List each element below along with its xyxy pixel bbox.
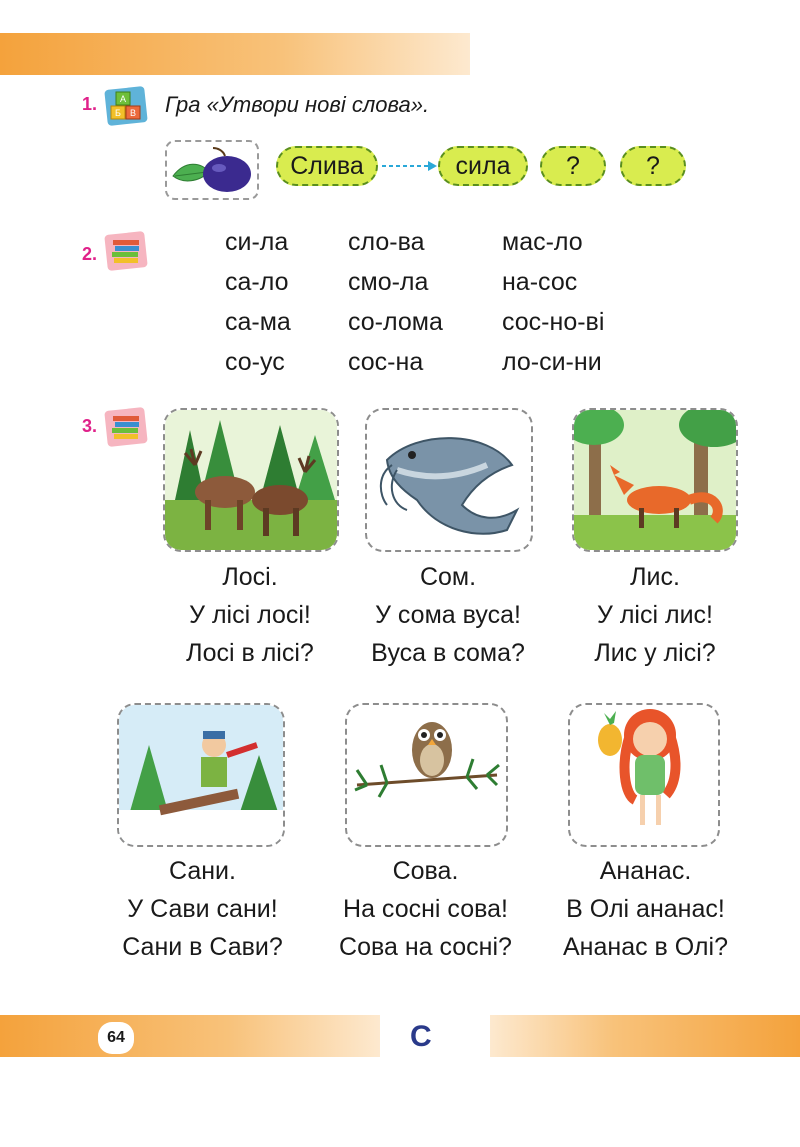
block-letter: В bbox=[129, 108, 137, 118]
syllable-word: сос-но-ві bbox=[502, 308, 605, 336]
block-letter: А bbox=[119, 94, 127, 104]
dashed-arrow-icon bbox=[380, 158, 438, 174]
owl-picture bbox=[345, 703, 508, 847]
syllable-word: на-сос bbox=[502, 268, 578, 296]
caption-owl bbox=[318, 852, 533, 966]
caption-line: У сома вуса! bbox=[375, 601, 521, 629]
word-pill-sliva: Слива bbox=[276, 146, 378, 186]
abc-blocks-icon bbox=[103, 82, 149, 133]
syllable-word: са-ло bbox=[225, 268, 289, 296]
syllable-word: мас-ло bbox=[502, 228, 583, 256]
word-pill-syla: сила bbox=[438, 146, 528, 186]
caption-line: Сани. bbox=[169, 857, 236, 885]
syllable-word: сло-ва bbox=[348, 228, 425, 256]
syllable-word: сос-на bbox=[348, 348, 424, 376]
block-letter: Б bbox=[115, 108, 121, 118]
caption-line: Сом. bbox=[419, 563, 477, 591]
bottom-banner-right bbox=[490, 1015, 800, 1057]
task-2-number: 2. bbox=[82, 244, 98, 264]
caption-girl-pineapple bbox=[543, 852, 748, 966]
section-letter: С bbox=[410, 1020, 432, 1053]
caption-line: Лосі в лісі? bbox=[186, 639, 314, 667]
caption-fox bbox=[555, 558, 755, 672]
syllable-word: ло-си-ни bbox=[502, 348, 602, 376]
syllable-word: смо-ла bbox=[348, 268, 429, 296]
syllable-word: си-ла bbox=[225, 228, 289, 256]
syllables-column-3 bbox=[502, 222, 604, 382]
caption-line: Лосі. bbox=[222, 563, 278, 591]
caption-line: Сова на сосні? bbox=[339, 933, 512, 961]
plum-picture-frame bbox=[165, 140, 259, 200]
catfish-picture bbox=[365, 408, 533, 552]
books-icon bbox=[103, 228, 149, 279]
syllables-column-2 bbox=[348, 222, 443, 382]
caption-line: Ананас в Олі? bbox=[563, 933, 728, 961]
caption-catfish bbox=[348, 558, 548, 672]
page-number: 64 bbox=[98, 1022, 134, 1054]
sled-picture bbox=[117, 703, 285, 847]
task-1-number: 1. bbox=[82, 94, 98, 114]
caption-line: В Олі ананас! bbox=[566, 895, 725, 923]
caption-line: Сани в Сави? bbox=[122, 933, 283, 961]
task-1-title: Гра «Утвори нові слова». bbox=[165, 92, 430, 117]
caption-moose bbox=[150, 558, 350, 672]
syllables-column-1 bbox=[225, 222, 291, 382]
caption-line: Сова. bbox=[392, 857, 459, 885]
caption-line: На сосні сова! bbox=[343, 895, 508, 923]
syllable-word: са-ма bbox=[225, 308, 291, 336]
task-3-number: 3. bbox=[82, 416, 98, 436]
caption-line: Лис у лісі? bbox=[594, 639, 716, 667]
caption-line: Ананас. bbox=[599, 857, 692, 885]
caption-sled bbox=[100, 852, 305, 966]
plum-icon bbox=[167, 142, 257, 198]
bottom-banner-left bbox=[0, 1015, 380, 1057]
top-banner bbox=[0, 33, 470, 75]
caption-line: У Сави сани! bbox=[127, 895, 278, 923]
fox-picture bbox=[572, 408, 738, 552]
moose-picture bbox=[163, 408, 339, 552]
caption-line: Вуса в сома? bbox=[371, 639, 525, 667]
syllable-word: со-лома bbox=[348, 308, 443, 336]
books-icon bbox=[103, 404, 149, 455]
word-pill-question-2: ? bbox=[620, 146, 686, 186]
caption-line: У лісі лис! bbox=[597, 601, 713, 629]
girl-pineapple-picture bbox=[568, 703, 720, 847]
caption-line: Лис. bbox=[630, 563, 680, 591]
syllable-word: со-ус bbox=[225, 348, 285, 376]
word-pill-question-1: ? bbox=[540, 146, 606, 186]
caption-line: У лісі лосі! bbox=[189, 601, 311, 629]
